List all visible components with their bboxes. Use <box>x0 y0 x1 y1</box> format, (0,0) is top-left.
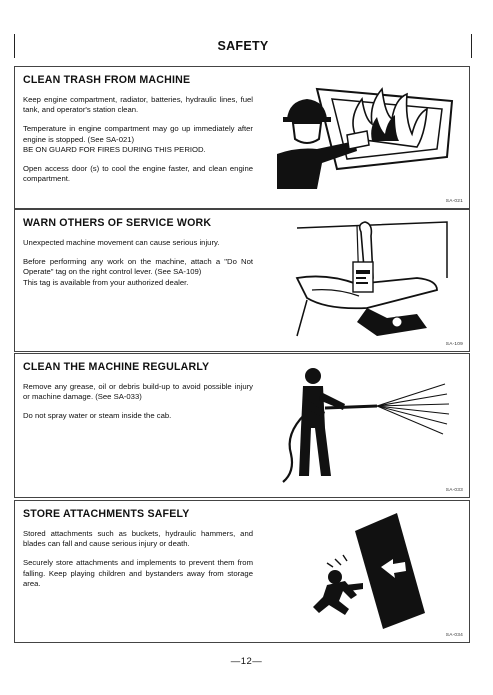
paragraph: Securely store attachments and implements to prevent them from falling. Keep playing children and bystanders away from storage area. <box>23 558 253 588</box>
section-title: CLEAN TRASH FROM MACHINE <box>23 74 191 86</box>
section-clean-regularly <box>14 353 470 498</box>
section-body <box>23 95 253 184</box>
paragraph: Do not spray water or steam inside the cab. <box>23 411 172 421</box>
paragraph: BE ON GUARD FOR FIRES DURING THIS PERIOD. <box>23 144 206 154</box>
fire-cleaning-illustration <box>277 79 457 189</box>
paragraph: Open access door (s) to cool the engine faster, and clean engine compartment. <box>23 164 253 184</box>
section-body <box>23 529 253 589</box>
pressure-washer-illustration <box>265 364 465 484</box>
section-body <box>23 238 253 288</box>
falling-attachment-illustration <box>305 509 455 633</box>
section-store-attachments <box>14 500 470 643</box>
figure-code: SA-034 <box>445 633 463 638</box>
section-body <box>23 382 253 422</box>
do-not-operate-tag-illustration <box>287 218 457 340</box>
page-title: SAFETY <box>217 39 269 53</box>
paragraph: Stored attachments such as buckets, hydraulic hammers, and blades can fall and cause serious injury or death. <box>23 529 253 549</box>
paragraph: Keep engine compartment, radiator, batteries, hydraulic lines, fuel tank, and operator's station clean. <box>23 95 253 115</box>
paragraph: This tag is available from your authorized dealer. <box>23 277 189 287</box>
paragraph: Before performing any work on the machine, attach a "Do Not Operate" tag on the right control lever. (See SA-109) <box>23 257 253 277</box>
section-title: WARN OTHERS OF SERVICE WORK <box>23 217 212 229</box>
page-header <box>14 34 472 58</box>
figure-code: SA-033 <box>445 488 463 493</box>
page-number: —12— <box>230 656 263 667</box>
paragraph: Temperature in engine compartment may go up immediately after engine is stopped. (See SA-021) <box>23 124 253 144</box>
section-title: CLEAN THE MACHINE REGULARLY <box>23 361 210 373</box>
section-warn-others <box>14 209 470 352</box>
section-clean-trash <box>14 66 470 209</box>
figure-code: SA-021 <box>445 199 463 204</box>
figure-code: SA-109 <box>445 342 463 347</box>
paragraph: Remove any grease, oil or debris build-up to avoid possible injury or machine damage. (See SA-033) <box>23 382 253 402</box>
paragraph: Unexpected machine movement can cause serious injury. <box>23 238 220 247</box>
section-title: STORE ATTACHMENTS SAFELY <box>23 508 190 520</box>
